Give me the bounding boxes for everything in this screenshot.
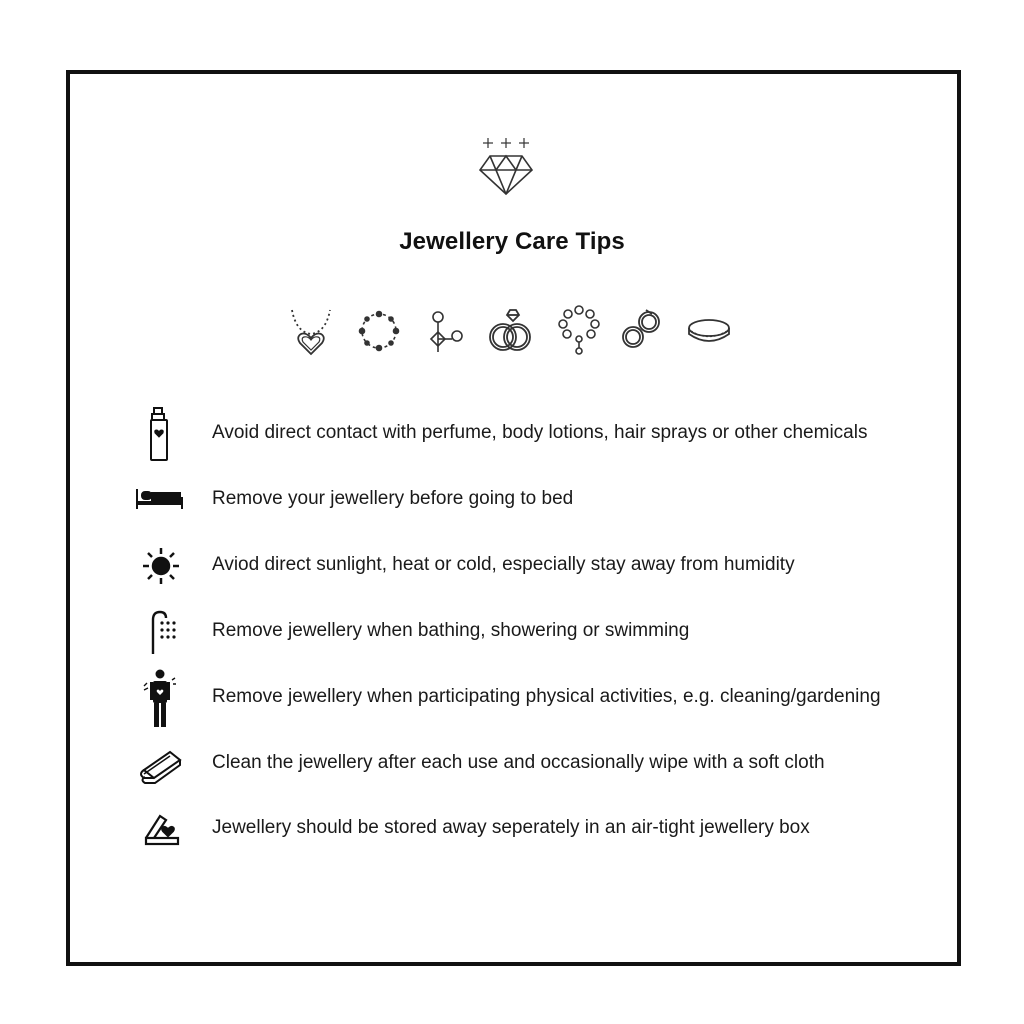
person-exercise-icon [132,668,186,730]
shower-icon [132,608,186,658]
beaded-bracelet-icon [556,302,602,356]
tip-text: Aviod direct sunlight, heat or cold, especially stay away from humidity [212,554,795,575]
sun-icon [132,538,186,592]
jewellery-box-icon [132,804,186,858]
perfume-bottle-icon [132,406,186,464]
hoop-earrings-icon [618,302,664,356]
tip-text: Avoid direct contact with perfume, body lotions, hair sprays or other chemicals [212,422,868,443]
heart-necklace-icon [286,302,336,356]
tip-text: Remove jewellery when participating physical activities, e.g. cleaning/gardening [212,686,881,707]
tip-text: Clean the jewellery after each use and occasionally wipe with a soft cloth [212,752,825,773]
cloth-icon [132,740,186,794]
tip-text: Jewellery should be stored away seperately in an air-tight jewellery box [212,817,810,838]
bed-icon [132,475,186,529]
cuff-ring-icon [684,302,734,356]
diamond-icon [478,136,536,198]
bracelet-icon [356,302,402,356]
sparkle-icon [483,138,529,148]
earrings-icon [422,302,468,356]
wedding-rings-icon [486,302,534,356]
tip-text: Remove your jewellery before going to bed [212,488,574,509]
page-title: Jewellery Care Tips [399,228,625,255]
tip-text: Remove jewellery when bathing, showering or swimming [212,620,690,641]
